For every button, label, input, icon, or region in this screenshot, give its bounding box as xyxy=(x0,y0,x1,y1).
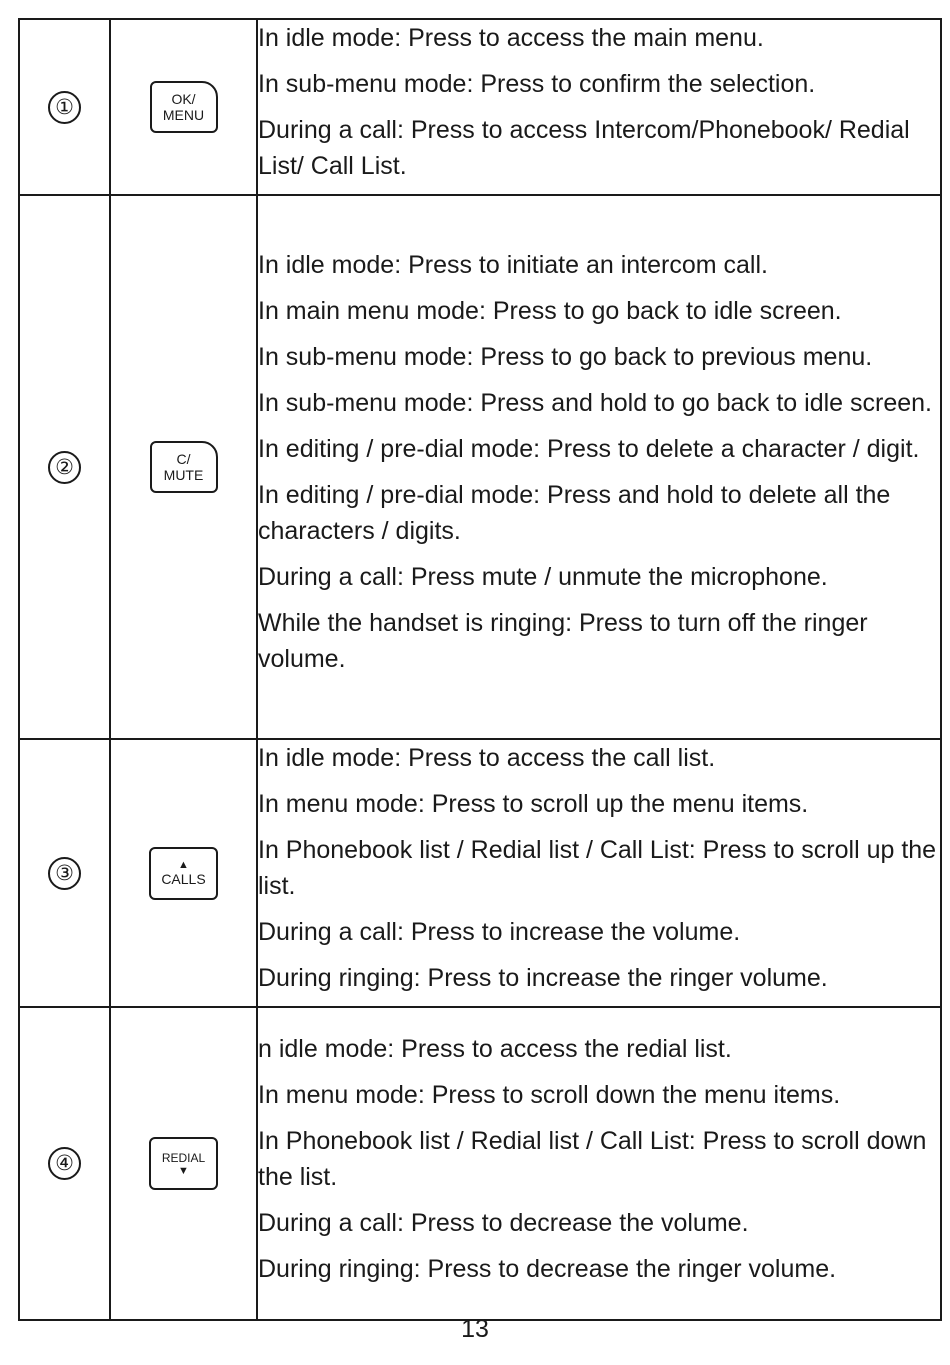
description-line: During ringing: Press to increase the ringer volume. xyxy=(258,964,828,992)
page-number: 13 xyxy=(461,1315,489,1343)
row-number: ③ xyxy=(48,857,81,890)
description-line: While the handset is ringing: Press to turn off the ringer volume. xyxy=(258,609,868,673)
description-line: In sub-menu mode: Press and hold to go back to idle screen. xyxy=(258,389,932,417)
description-cell xyxy=(257,19,941,195)
description-line: In sub-menu mode: Press to go back to previous menu. xyxy=(258,343,873,371)
row-number-cell xyxy=(19,739,110,1007)
row-number: ④ xyxy=(48,1147,81,1180)
description-line: In main menu mode: Press to go back to idle screen. xyxy=(258,297,842,325)
description-line: In idle mode: Press to access the main menu. xyxy=(258,24,764,52)
table-row-c-mute xyxy=(19,195,941,739)
description-line: In sub-menu mode: Press to confirm the selection. xyxy=(258,70,816,98)
row-number-cell xyxy=(19,195,110,739)
key-label: MUTE xyxy=(163,467,204,483)
calls-up-key-icon xyxy=(149,847,218,900)
description-cell xyxy=(257,195,941,739)
key-icon-cell xyxy=(110,195,257,739)
up-arrow-icon: ▲ xyxy=(178,858,189,871)
description-cell xyxy=(257,1007,941,1320)
row-number-cell xyxy=(19,19,110,195)
table-row-calls xyxy=(19,739,941,1007)
description-line: In menu mode: Press to scroll down the menu items. xyxy=(258,1080,841,1109)
description-cell xyxy=(257,739,941,1007)
description-line: During a call: Press to decrease the volume. xyxy=(258,1208,749,1237)
description-line: During a call: Press to access Intercom/Phonebook/ Redial List/ Call List. xyxy=(258,116,910,180)
description-line: During ringing: Press to decrease the ringer volume. xyxy=(258,1254,837,1283)
description-line: In editing / pre-dial mode: Press to delete a character / digit. xyxy=(258,435,920,463)
key-icon-cell xyxy=(110,19,257,195)
key-label: C/ xyxy=(176,451,191,467)
description-line: In idle mode: Press to initiate an intercom call. xyxy=(258,251,768,279)
key-label: CALLS xyxy=(161,870,206,887)
description-line: In menu mode: Press to scroll up the menu items. xyxy=(258,790,809,818)
key-label: MENU xyxy=(162,107,205,123)
description-line: In editing / pre-dial mode: Press and hold to delete all the characters / digits. xyxy=(258,481,891,545)
row-number-cell xyxy=(19,1007,110,1320)
ok-menu-key-icon xyxy=(150,81,218,133)
down-arrow-icon: ▼ xyxy=(178,1165,189,1177)
description-line: n idle mode: Press to access the redial list. xyxy=(258,1034,732,1063)
c-mute-key-icon xyxy=(150,441,218,493)
table-row-ok-menu xyxy=(19,19,941,195)
key-icon-cell xyxy=(110,739,257,1007)
description-line: In idle mode: Press to access the call list. xyxy=(258,744,716,772)
description-line: In Phonebook list / Redial list / Call List: Press to scroll up the list. xyxy=(258,836,937,900)
key-label: REDIAL xyxy=(161,1151,206,1165)
description-line: During a call: Press mute / unmute the microphone. xyxy=(258,563,828,591)
table-row-redial xyxy=(19,1007,941,1320)
row-number: ① xyxy=(48,91,81,124)
row-number: ② xyxy=(48,451,81,484)
key-label: OK/ xyxy=(171,91,196,107)
description-line: In Phonebook list / Redial list / Call List: Press to scroll down the list. xyxy=(258,1126,927,1191)
description-line: During a call: Press to increase the volume. xyxy=(258,918,741,946)
key-function-table xyxy=(18,18,942,1321)
redial-down-key-icon xyxy=(149,1137,218,1190)
key-icon-cell xyxy=(110,1007,257,1320)
